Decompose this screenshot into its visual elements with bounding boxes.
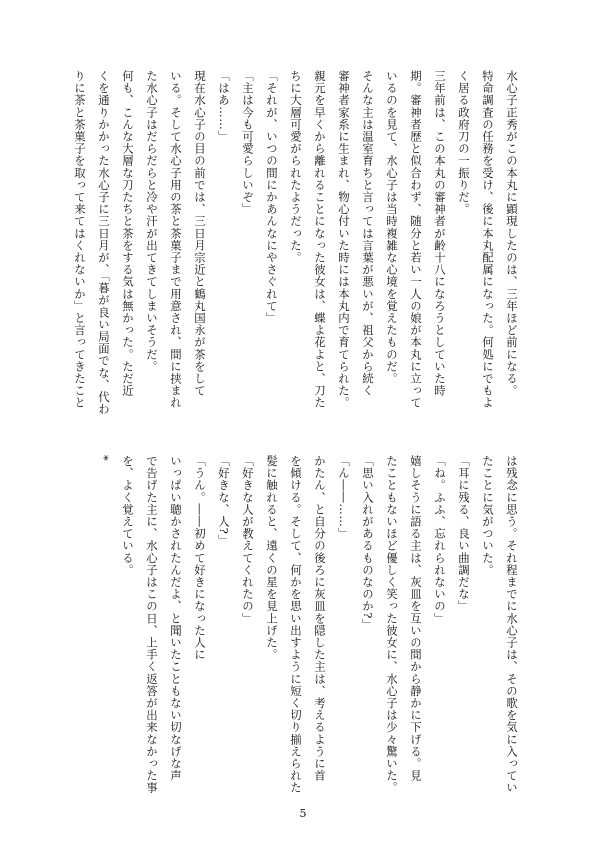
text-line: いっぱい聴かされたんだよ、と聞いたこともない切なげな声 [169,455,183,782]
text-line: 嬉しそうに語る主は、灰皿を互いの間から静かに下げる。見 [409,455,423,782]
lower-text-block [92,455,524,803]
text-line: 「思い入れがあるものなのか?」 [361,455,375,632]
text-line: そんな主は温室育ちと言っては言葉が悪いが、祖父から続く [361,70,375,397]
text-line: りに茶と茶菓子を取って来てはくれないか」と言ってきたこと [73,70,87,409]
text-line: 何も、こんな大層な刀たちと茶をする気は無かった。ただ近 [121,70,135,397]
text-line: 審神者家系に生まれ、物心付いた時には本丸内で育てられた。 [337,70,351,409]
scene-break-mark: * [97,455,111,462]
text-line: 「好きな人が教えてくれたの」 [241,455,255,625]
text-line: で告げた主に、水心子はこの日、上手く返答が出来なかった事 [145,455,159,794]
text-line: かたん、と自分の後ろに灰皿を隠した主は、考えるように首 [313,455,327,782]
text-line: 「うん。――初めて好きになった人に [193,455,207,661]
text-line: 「はあ……」 [217,70,231,143]
upper-text-block [68,70,524,418]
text-line: 「ね。ふふ、忘れられないの」 [433,455,447,625]
text-line: たこともないほど優しく笑った彼女に、水心子は少々驚いた。 [385,455,399,794]
text-line: 「それが、いつの間にかあんなにやさぐれて」 [265,70,279,325]
text-line: 水心子正秀がこの本丸に顕現したのは、三年ほど前になる。 [505,70,519,397]
text-line: いるのを見て、水心子は当時複雑な心境を覚えたものだ。 [385,70,399,385]
text-line: た水心子はだらだらと冷や汗が出てきてしまいそうだ。 [145,70,159,373]
text-line: 「好きな、人?」 [217,455,231,547]
text-line: 期。審神者歴と似合わず、随分と若い一人の娘が本丸に立って [409,70,423,409]
text-line: 「ん――……」 [337,455,351,540]
text-line: たことに気がついた。 [481,455,495,576]
text-line: 特命調査の任務を受け、後に本丸配属になった。何処にでもよ [481,70,495,409]
text-line: 髪に触れると、遠くの星を見上げた。 [265,455,279,661]
text-line: くを通りかかった水心子に三日月が、「暮が良い局面でな、代わ [97,70,111,416]
text-line: を、よく覚えている。 [121,455,135,576]
text-line: を傾ける。そして、何かを思い出すように短く切り揃えられた [289,455,303,794]
text-line: 親元を早くから離れることになった彼女は、蝶よ花よと、刀た [313,70,327,409]
text-line: く居る政府刀の一振りだ。 [457,70,471,216]
page-number: 5 [299,807,307,820]
text-line: ちに大層可愛がられたようだった。 [289,70,303,264]
text-line: いる。そして水心子用の茶と茶菓子まで用意され、間に挟まれ [169,70,183,409]
text-line: 「耳に残る、良い曲調だな」 [457,455,471,613]
text-line: 三年前は、この本丸の審神者が齢十八になろうとしていた時 [433,70,447,397]
text-line: 「主は今も可愛らしいぞ」 [241,70,255,216]
text-line: は残念に思う。それ程までに水心子は、その歌を気に入ってい [505,455,519,794]
text-line: 現在水心子の目の前では、三日月宗近と鶴丸国永が茶をして [193,70,207,397]
